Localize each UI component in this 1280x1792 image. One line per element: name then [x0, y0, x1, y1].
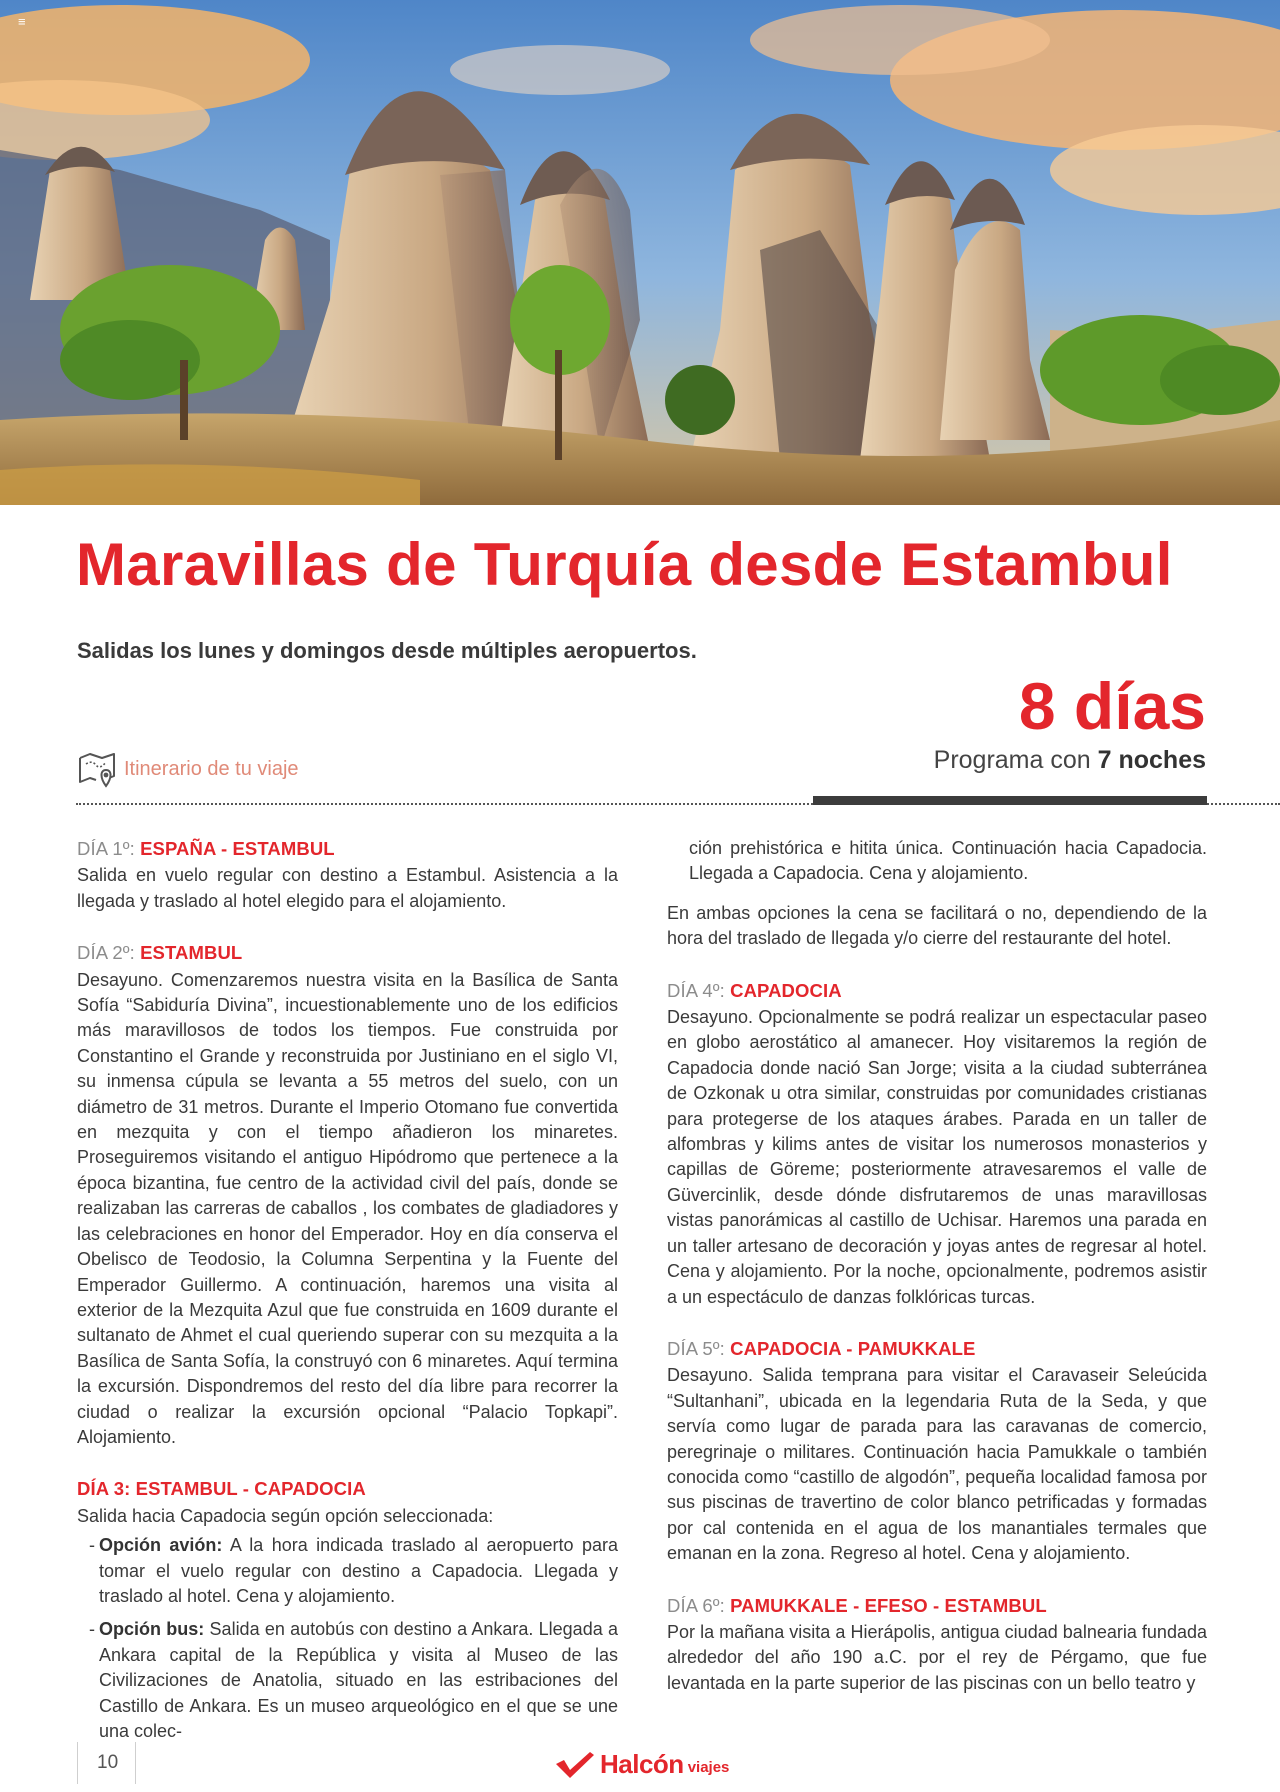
halcon-check-icon [554, 1752, 596, 1778]
day-3-note: En ambas opciones la cena se facilitará o no, dependiendo de la hora del traslado de llegada y/o cierre del restaurante del hotel. [667, 902, 1207, 949]
day-5-title [667, 1336, 1207, 1361]
day-6-text: Por la mañana visita a Hierápolis, antigua ciudad balnearia fundada alrededor del año 190 a.C. por el rey de Pérgamo, que fue levantada en la parte superior de las piscinas con un bello teatro y [667, 1621, 1207, 1693]
day-2-label: DÍA 2º: [77, 942, 135, 964]
program-prefix: Programa con [933, 746, 1091, 774]
day-6-place: PAMUKKALE - EFESO - ESTAMBUL [730, 1594, 1047, 1616]
program-nights [934, 746, 1206, 775]
day-1-text: Salida en vuelo regular con destino a Estambul. Asistencia a la llegada y traslado al hotel elegido para el alojamiento. [77, 865, 618, 911]
day-3-options [77, 1533, 618, 1744]
option-plane-text: A la hora indicada traslado al aeropuerto para tomar el vuelo regular con destino a Capadocia. Llegada y traslado al hotel. Cena y alojamiento. [99, 1535, 618, 1606]
map-pin-icon [76, 748, 118, 790]
itinerary-column-left [77, 836, 618, 1752]
cappadocia-landscape-illustration [0, 0, 1280, 505]
day-1-title [77, 836, 618, 861]
day-2-title [77, 940, 618, 965]
program-nights-value: 7 noches [1097, 746, 1206, 774]
itinerary-label: Itinerario de tu viaje [124, 757, 299, 780]
day-2-place: ESTAMBUL [140, 942, 243, 964]
day-6-label: DÍA 6º: [667, 1594, 725, 1616]
day-4-title [667, 978, 1207, 1003]
halcon-viajes-logo [554, 1750, 729, 1778]
day-3-label: DÍA 3: [77, 1478, 131, 1500]
itinerary-heading [76, 748, 299, 790]
day-3-title [77, 1476, 618, 1501]
option-bus-label: Opción bus: [99, 1619, 205, 1640]
day-3-intro: Salida hacia Capadocia según opción seleccionada: [77, 1505, 494, 1526]
page-title: Maravillas de Turquía desde Estambul [76, 531, 1173, 598]
day-5-text: Desayuno. Salida temprana para visitar el Caravaseir Seleúcida “Sultanhani”, ubicada en la legendaria Ruta de la Seda, y que servía como lugar de parada para las caravanas de comercio, peregrinaje o militares. Continuación hacia Pamukkale o también conocida como “castillo de algodón”, pequeña localidad famosa por sus piscinas de travertino de color blanco petrificadas y formadas por cal contenida en el agua de los manantiales termales que emanan en la zona. Regreso al hotel. Cena y alojamiento. [667, 1365, 1207, 1564]
hero-image [0, 0, 1280, 505]
day-2-text: Desayuno. Comenzaremos nuestra visita en la Basílica de Santa Sofía “Sabiduría Divina”, incuestionablemente uno de los edificios más maravillosos de todos los tiempos. Fue construida por Constantino el Grande y reconstruida por Justiniano en el siglo VI, su inmensa cúpula se levanta a 55 metros del suelo, con un diámetro de 31 metros. Durante el Imperio Otomano fue convertida en mezquita y con el tiempo añadieron los minaretes. Proseguiremos visitando el antiguo Hipódromo que pertenece a la época bizantina, fue centro de la actividad civil del país, donde se realizaban las carreras de caballos , los combates de gladiadores y las celebraciones en honor del Emperador. Hoy en día conserva el Obelisco de Teodosio, la Columna Serpentina y la Fuente del Emperador Guillermo. A continuación, haremos una visita al exterior de la Mezquita Azul que fue construida en 1609 durante el sultanato de Ahmet el cual queriendo superar con su mezquita a la Basílica de Santa Sofía, la construyó con 6 minaretes. Aquí termina la excursión. Dispondremos del resto del día libre para recorrer la ciudad o realizar la excursión opcional “Palacio Topkapi”. Alojamiento. [77, 969, 618, 1447]
divider-accent-bar [813, 796, 1207, 805]
duration-days: 8 días [1018, 669, 1206, 743]
footer-divider-right [135, 1742, 136, 1784]
brand-suffix: viajes [687, 1759, 730, 1776]
day-4-text: Desayuno. Opcionalmente se podrá realizar un espectacular paseo en globo aerostático al amanecer. Hoy visitaremos la región de Capadocia donde nació San Jorge; visita a la ciudad subterránea de Ozkonak u otra similar, construidas por comunidades cristianas para protegerse de los ataques árabes. Parada en un taller de alfombras y kilims antes de visitar los numerosos monasterios y capillas de Göreme; posteriormente atravesaremos el valle de Güvercinlik, desde dónde disfrutaremos de unas maravillosas vistas panorámicas al castillo de Uchisar. Haremos una parada en un taller artesano de decoración y joyas antes de regresar al hotel. Cena y alojamiento. Por la noche, opcionalmente, podremos asistir a un espectáculo de danzas folklóricas turcas. [667, 1007, 1207, 1307]
footer-divider-left [77, 1742, 78, 1784]
itinerary-column-right [667, 836, 1207, 1696]
day-3-option-bus-continued: ción prehistórica e hitita única. Continuación hacia Capadocia. Llegada a Capadocia. Cena y alojamiento. [689, 838, 1207, 884]
day-3-place: ESTAMBUL - CAPADOCIA [135, 1478, 366, 1500]
day-1-place: ESPAÑA - ESTAMBUL [140, 838, 335, 859]
day-1-label: DÍA 1º: [77, 838, 135, 859]
day-3-option-plane [77, 1533, 618, 1609]
day-4-label: DÍA 4º: [667, 979, 725, 1001]
day-3-option-bus [77, 1617, 618, 1744]
option-plane-label: Opción avión: [99, 1535, 223, 1556]
day-4-place: CAPADOCIA [730, 979, 842, 1001]
page-number: 10 [97, 1752, 119, 1773]
day-6-title [667, 1593, 1207, 1618]
menu-icon[interactable]: ≡ [18, 14, 26, 29]
option-bus-text: Salida en autobús con destino a Ankara. Llegada a Ankara capital de la República y visita al Museo de las Civilizaciones de Anatolia, situado en las estribaciones del Castillo de Ankara. Es un museo arqueológico en el que se une una colec- [99, 1619, 618, 1741]
day-5-place: CAPADOCIA - PAMUKKALE [730, 1337, 976, 1359]
day-5-label: DÍA 5º: [667, 1337, 725, 1359]
brand-name: Halcón [600, 1749, 684, 1779]
departures-subtitle: Salidas los lunes y domingos desde múltiples aeropuertos. [77, 638, 697, 663]
